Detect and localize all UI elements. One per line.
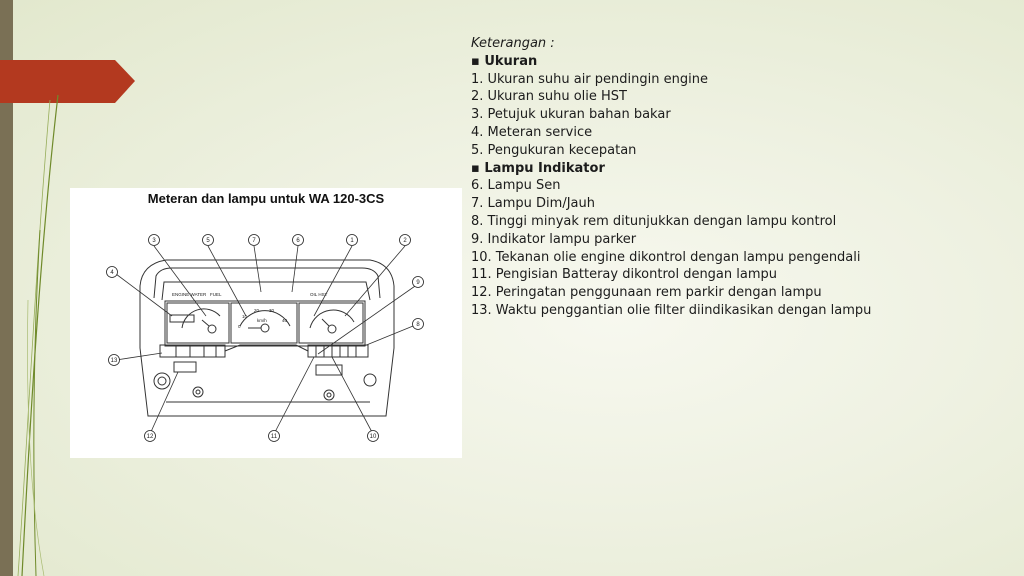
label-fuel: FUEL xyxy=(210,292,222,297)
lamp-strip-left xyxy=(160,345,225,357)
figure-title: Meteran dan lampu untuk WA 120-3CS xyxy=(147,191,385,206)
notes-list xyxy=(471,35,991,320)
gauge-speedometer xyxy=(231,303,297,343)
label-speed-unit: km/h xyxy=(257,318,267,323)
callout-10-label: 10 xyxy=(369,434,377,440)
scale-tick: 40 xyxy=(282,318,288,323)
lamp-item: 13. Waktu penggantian olie filter diindikasikan dengan lampu xyxy=(471,302,872,318)
section-lamps-heading: ▪ Lampu Indikator xyxy=(471,160,605,176)
dashboard-diagram xyxy=(70,188,462,458)
section-gauges-heading: ▪ Ukuran xyxy=(471,53,538,69)
scale-tick: 30 xyxy=(269,308,275,313)
gauge-item: 2. Ukuran suhu olie HST xyxy=(471,89,627,105)
callout-7-label: 7 xyxy=(252,238,256,244)
gauge-item: 3. Petujuk ukuran bahan bakar xyxy=(471,107,671,123)
dashboard-figure xyxy=(70,188,462,458)
label-oil-hst: OIL HST xyxy=(310,292,328,297)
panel-housing xyxy=(140,260,394,416)
gauge-item: 5. Pengukuran kecepatan xyxy=(471,142,637,158)
lamp-item: 12. Peringatan penggunaan rem parkir dengan lampu xyxy=(471,285,822,301)
lamp-item: 8. Tinggi minyak rem ditunjukkan dengan lampu kontrol xyxy=(471,213,837,229)
lamp-item: 11. Pengisian Batteray dikontrol dengan lampu xyxy=(471,267,778,283)
callout-11-label: 11 xyxy=(270,434,278,440)
notes-lead: Keterangan : xyxy=(471,36,555,51)
scale-tick: 0 xyxy=(238,324,241,329)
label-engine-water: ENGINE WATER xyxy=(172,292,207,297)
gauge-item: 4. Meteran service xyxy=(471,124,593,140)
callout-5-label: 5 xyxy=(206,238,210,244)
service-meter xyxy=(170,315,194,322)
lamp-item: 9. Indikator lampu parker xyxy=(471,231,637,247)
lamp-item: 10. Tekanan olie engine dikontrol dengan lampu pengendali xyxy=(471,249,861,265)
scale-tick: 10 xyxy=(242,314,248,319)
callout-3-label: 3 xyxy=(152,238,156,244)
callout-13-label: 13 xyxy=(110,358,118,364)
gauge-right xyxy=(299,303,363,343)
gauge-item: 1. Ukuran suhu air pendingin engine xyxy=(471,71,708,87)
callout-1-label: 1 xyxy=(350,238,354,244)
callout-8-label: 8 xyxy=(416,322,420,328)
callout-9-label: 9 xyxy=(416,280,420,286)
scale-tick: 20 xyxy=(254,308,260,313)
callout-4-label: 4 xyxy=(110,270,114,276)
gauge-left xyxy=(167,303,229,343)
key-slot xyxy=(316,365,342,375)
callout-6-label: 6 xyxy=(296,238,300,244)
callout-12-label: 12 xyxy=(146,434,154,440)
lamp-item: 7. Lampu Dim/Jauh xyxy=(471,196,595,212)
lamp-item: 6. Lampu Sen xyxy=(471,178,561,194)
callout-2-label: 2 xyxy=(403,238,407,244)
lamp-strip-right xyxy=(308,345,368,357)
